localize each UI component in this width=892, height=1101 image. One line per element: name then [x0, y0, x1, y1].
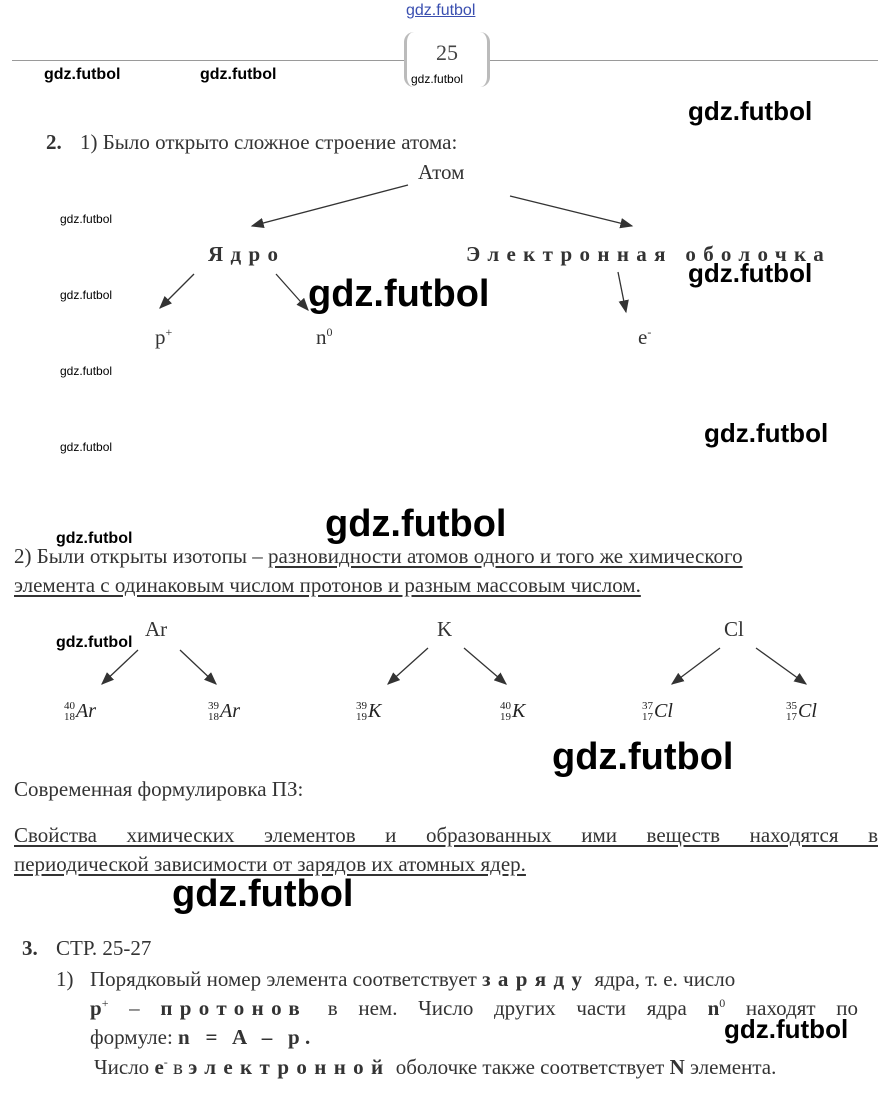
element-k: K	[437, 617, 453, 641]
watermark: gdz.futbol	[60, 288, 113, 302]
isotopes-prefix: 2) Были открыты изотопы –	[14, 544, 269, 568]
neutron-symbol: n	[707, 996, 720, 1020]
item-number: 1)	[56, 967, 74, 991]
watermark: gdz.futbol	[60, 440, 113, 454]
dash: –	[108, 996, 161, 1020]
section-3-line-2	[90, 996, 858, 1021]
isotopes-definition-2: элемента с одинаковым числом протонов и разным массовым числом.	[14, 573, 641, 597]
line-2-text-mid: в нем. Число других части ядра	[307, 996, 708, 1020]
mass-number: 39	[356, 700, 367, 713]
mass-number: 37	[642, 700, 653, 713]
atomic-number: 18	[208, 711, 219, 724]
section-3-ref: СТР. 25-27	[56, 936, 152, 960]
section-3-line-3	[90, 1025, 315, 1050]
arrow-ar-left	[102, 650, 138, 684]
neutron-formula: n = A – p.	[178, 1025, 316, 1049]
watermark: gdz.futbol	[308, 273, 490, 315]
mass-number: 39	[208, 700, 219, 713]
nucleus-label: Ядро	[208, 242, 286, 266]
arrow-cl-right	[756, 648, 806, 684]
mass-number: 40	[64, 700, 75, 713]
isotope-symbol: Ar	[220, 700, 240, 722]
line-3-text: формуле:	[90, 1025, 179, 1049]
line-1-text-c: ядра, т. е. число	[589, 967, 736, 991]
watermark: gdz.futbol	[60, 212, 113, 226]
line-4-text-d: элемента.	[684, 1055, 777, 1079]
watermark: gdz.futbol	[724, 1014, 849, 1044]
element-number-symbol: N	[669, 1055, 685, 1079]
isotope-k-40	[500, 700, 525, 723]
watermark: gdz.futbol	[325, 503, 507, 545]
line-4-text-c: оболочке также соответствует	[390, 1055, 670, 1079]
proton-charge: +	[165, 325, 173, 339]
isotopes-line-1	[14, 544, 743, 569]
line-4-text-b: в	[167, 1055, 189, 1079]
watermark-header-left-2: gdz.futbol	[200, 66, 277, 83]
electron-symbol: e	[154, 1055, 164, 1079]
electron-charge: -	[647, 325, 652, 339]
top-watermark: gdz.futbol	[406, 2, 476, 19]
protons-term: протонов	[160, 996, 308, 1020]
mass-number: 40	[500, 700, 511, 713]
section-2-number: 2.	[46, 130, 62, 154]
isotope-ar-39	[208, 700, 240, 723]
watermark: gdz.futbol	[60, 364, 113, 378]
atomic-number: 19	[500, 711, 511, 724]
arrow-k-right	[464, 648, 506, 684]
watermark: gdz.futbol	[172, 873, 354, 915]
atomic-number: 17	[786, 711, 797, 724]
electron-shell-term: электронной	[188, 1055, 391, 1079]
arrow-k-left	[388, 648, 428, 684]
isotope-cl-35	[786, 700, 817, 723]
isotope-symbol: Ar	[76, 700, 96, 722]
atomic-number: 17	[642, 711, 653, 724]
periodic-law-line-2: периодической зависимости от зарядов их атомных ядер.	[14, 852, 526, 876]
section-3-line-4	[94, 1055, 776, 1080]
electron-shell-label: Электронная оболочка	[466, 242, 832, 266]
proton-symbol: p	[155, 325, 166, 349]
line-4-text-a: Число	[94, 1055, 155, 1079]
watermark-header-left-1: gdz.futbol	[44, 66, 121, 83]
watermark: gdz.futbol	[56, 530, 133, 547]
watermark: gdz.futbol	[552, 736, 734, 778]
element-cl: Cl	[724, 617, 744, 641]
isotope-symbol: Cl	[654, 700, 673, 722]
line-2-text-end: находят по	[725, 996, 859, 1020]
arrow-atom-nucleus	[252, 185, 408, 226]
charge-term: заряду	[482, 967, 590, 991]
isotope-cl-37	[642, 700, 673, 723]
atomic-number: 19	[356, 711, 367, 724]
page-watermark: gdz.futbol	[411, 72, 464, 86]
watermark: gdz.futbol	[688, 96, 813, 126]
neutron-charge: 0	[326, 325, 333, 339]
periodic-law-line-1: Свойства химических элементов и образованных ими веществ находятся в	[14, 823, 878, 847]
isotope-ar-40	[64, 700, 96, 723]
arrow-ar-right	[180, 650, 216, 684]
electron-charge: -	[163, 1055, 168, 1069]
page-number: 25	[436, 40, 458, 65]
section-2-intro: 1) Было открыто сложное строение атома:	[80, 130, 458, 154]
isotope-symbol: K	[512, 700, 526, 722]
isotope-symbol: Cl	[798, 700, 817, 722]
electron-symbol: e	[638, 325, 648, 349]
element-ar: Ar	[145, 617, 168, 641]
arrow-cl-left	[672, 648, 720, 684]
neutron-charge: 0	[719, 996, 726, 1010]
line-1-text-a: Порядковый номер элемента соответствует	[90, 967, 483, 991]
isotope-k-39	[356, 700, 381, 723]
watermark: gdz.futbol	[688, 258, 813, 288]
arrow-nucleus-proton	[160, 274, 194, 308]
atomic-number: 18	[64, 711, 75, 724]
watermark: gdz.futbol	[56, 634, 133, 651]
isotopes-definition-1: разновидности атомов одного и того же химического	[268, 544, 743, 568]
modern-formulation-title: Современная формулировка ПЗ:	[14, 777, 304, 801]
proton-symbol: p	[90, 996, 102, 1020]
watermark: gdz.futbol	[704, 418, 829, 448]
arrow-nucleus-neutron	[276, 274, 308, 310]
proton-charge: +	[101, 996, 109, 1010]
arrow-atom-shell	[510, 196, 632, 226]
isotope-symbol: K	[368, 700, 382, 722]
section-3-line-1	[90, 967, 735, 992]
neutron-symbol: n	[316, 325, 327, 349]
atom-label: Атом	[418, 160, 465, 184]
mass-number: 35	[786, 700, 797, 713]
section-3-number: 3.	[22, 936, 38, 960]
arrow-shell-electron	[618, 272, 626, 312]
